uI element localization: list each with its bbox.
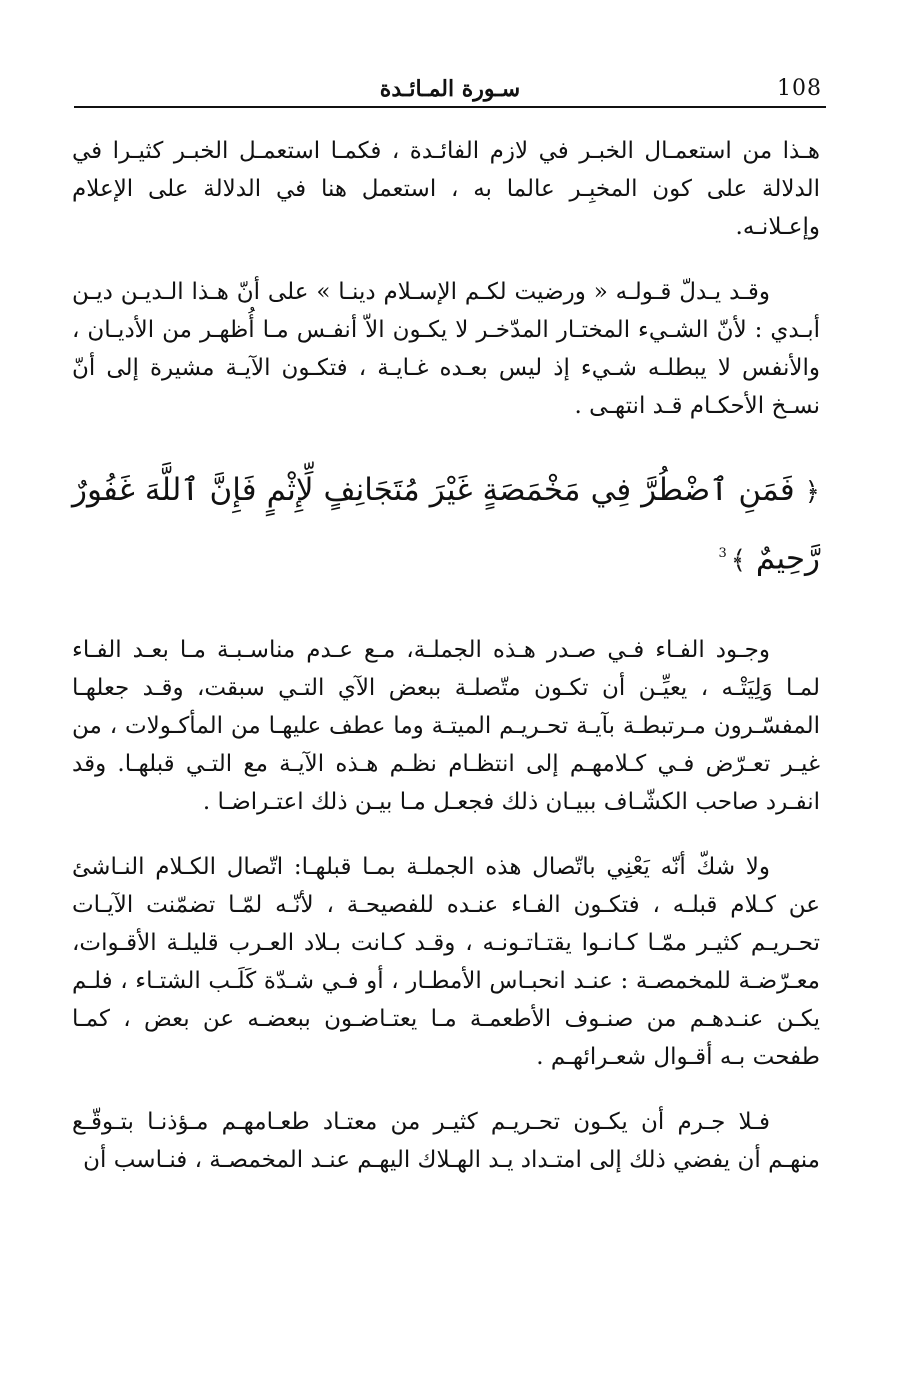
paragraph-3: وجـود الفـاء فـي صـدر هـذه الجملـة، مـع عـدم مناسـبـة مـا بعـد الفـاء لمـا وَلِيَتْـه ، يعيِّـن أن تكـون متّصلـة ببعض الآي التـي سبقت، وقـد جعلهـا المفسّـرون مـرتبطـة بآيـة تحـريـم الميتـة وما عطف عليهـا من المأكـولات ، من غيـر تعـرّض فـي كـلامهـم إلى انتظـام نظـم هـذه الآيـة مع التـي قبلهـا. وقد انفـرد صاحب الكشّـاف ببيـان ذلك فجعـل مـا بيـن ذلك اعتـراضـا . [72,637,820,816]
paragraph-2: وقـد يـدلّ قـولـه « ورضيت لكـم الإسـلام دينـا » على أنّ هـذا الـديـن ديـن أبـدي : لأنّ الشـيء المختـار المدّخـر لا يكـون الاّ أنفـس مـا أُظهـر من الأديـان ، والأنفس لا يبطلـه شـيء إذ ليس بعـده غـايـة ، فتكـون الآيـة مشيرة إلى أنّ نسـخ الأحكـام قـد انتهـى . [72,279,820,419]
page-header [74,74,826,106]
verse-close-bracket: ﴾ [730,545,747,576]
page-number: 108 [777,76,822,101]
paragraph-4: ولا شكّ أنّه يَعْنِي باتّصال هذه الجملـة بمـا قبلهـا: اتّصال الكـلام النـاشئ عن كـلام قبلـه ، فتكـون الفـاء عنـده للفصيحـة ، لأنّـه لمّـا تضمّنت الآيـات تحـريـم كثيـر ممّـا كـانـوا يقتـاتـونـه ، وقـد كـانت بـلاد العـرب قليلـة الأقـوات، معـرّضـة للمخمصـة : عنـد انحبـاس الأمطـار ، أو فـي شـدّة كَلَـب الشتـاء ، فلـم يكـن عنـدهـم من صنـوف الأطعمـة مـا يعتـاضـون ببعضـه عن بعض ، كمـا طفحت بـه أقـوال شعـرائهـم . [72,854,820,1071]
header-rule [74,106,826,108]
body-text [72,132,820,1206]
verse-footnote-number: 3 [718,546,727,561]
quran-verse [72,459,820,591]
verse-open-bracket: ﴿ [804,477,820,507]
running-head: سـورة المـائـدة [379,76,521,102]
verse-text: فَمَنِ ٱضْطُرَّ فِي مَخْمَصَةٍ غَيْرَ مُتَجَانِفٍ لِّإِثْمٍ فَإِنَّ ٱللَّهَ غَفُورٌ رَّحِيمٌ [72,472,820,577]
paragraph-1: هـذا من استعمـال الخبـر في لازم الفائـدة ، فكمـا استعمـل الخبـر كثيـرا في الدلالة على كون المخبِـر عالما به ، استعمل هنا في الدلالة على الإعلام وإعـلانـه. [72,138,820,240]
paragraph-5: فـلا جـرم أن يكـون تحـريـم كثيـر من معتـاد طعـامهـم مـؤذنـا بتـوقّـع منهـم أن يفضي ذلك إلى امتـداد يـد الهـلاك اليهـم عنـد المخمصـة ، فنـاسب أن [72,1109,820,1174]
